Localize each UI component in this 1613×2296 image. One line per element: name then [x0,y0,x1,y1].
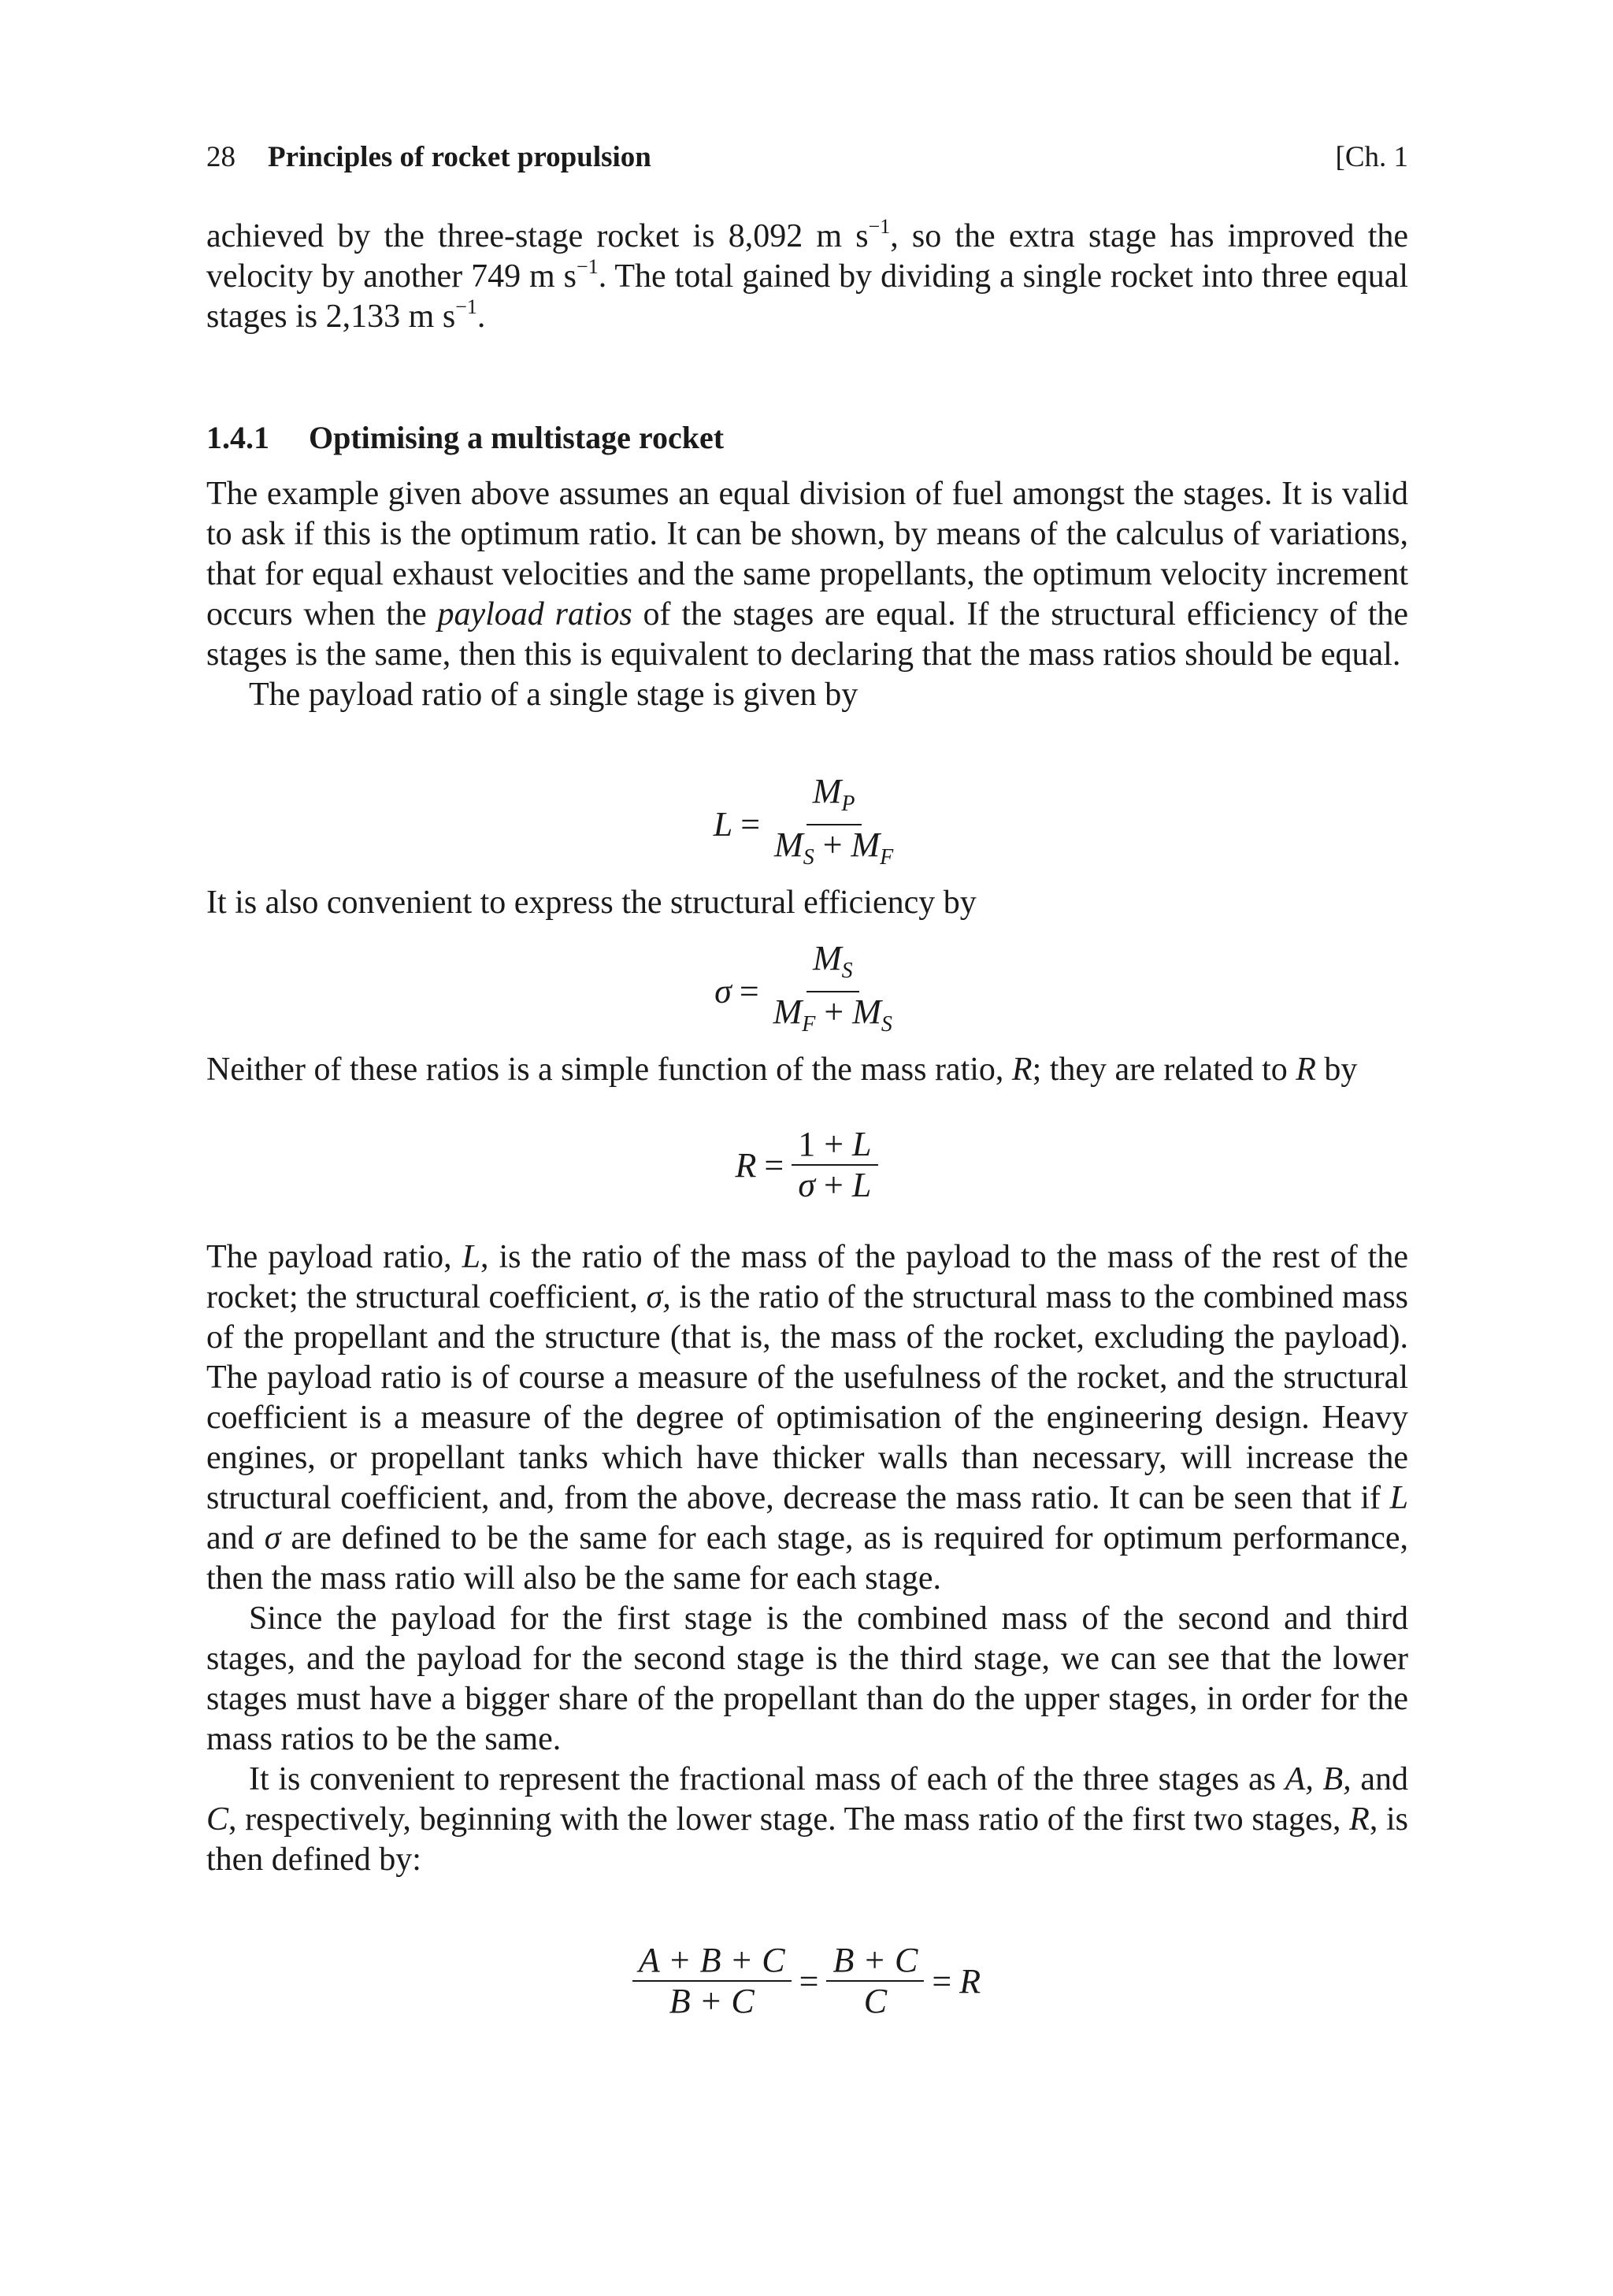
paragraph-intro: The example given above assumes an equal division of fuel amongst the stages. It is valid to ask if this is the optimum ratio. It can be shown, by means of the calculus of variations, that for equal exhaust velocities and the same propellants, the optimum velocity increment occurs when the payload ratios of the stages are equal. If the structural efficiency of the stages is the same, then this is equivalent to declaring that the mass ratios should be equal. The payload ratio of a single stage is given by [206,474,1408,715]
paragraph-body: The payload ratio, L, is the ratio of the mass of the payload to the mass of the rest of the rocket; the structural coefficient, σ, is the ratio of the structural mass to the combined mass of the propellant and the structure (that is, the mass of the rocket, excluding the payload). The payload ratio is of course a measure of the usefulness of the rocket, and the structural coefficient is a measure of the degree of optimisation of the engineering design. Heavy engines, or propellant tanks which have thicker walls than necessary, will increase the structural coefficient, and, from the above, decrease the mass ratio. It can be seen that if L and σ are defined to be the same for each stage, as is required for optimum performance, then the mass ratio will also be the same for each stage. Since the payload for the first stage is the combined mass of the second and third stages, and the payload for the second stage is the third stage, we can see that the lower stages must have a bigger share of the propellant than do the upper stages, in order for the mass ratios to be the same. It is convenient to represent the fractional mass of each of the three stages as A, B, and C, respectively, beginning with the lower stage. The mass ratio of the first two stages, R, is then defined by: [206,1237,1408,1880]
section-number: 1.4.1 [206,420,269,455]
chapter-label: [Ch. 1 [1335,141,1408,173]
equation-structural-efficiency: σ = $\frac{M_S}{M_F + M_S}$ [714,939,892,1037]
section-heading [206,419,724,456]
paragraph-structural: It is also convenient to express the structural efficiency by [206,885,977,921]
section-title: Optimising a multistage rocket [309,420,725,455]
page-number: 28 [206,141,235,173]
running-title: Principles of rocket propulsion [268,141,651,173]
running-head [206,140,1408,180]
paragraph-mass-ratio: Neither of these ratios is a simple function of the mass ratio, R; they are related to R by [206,1052,1358,1088]
paragraph-continuation: achieved by the three-stage rocket is 8,092 m $s^{-1}$, so the extra stage has improved the velocity by another 749 m $s^{-1}$. The total gained by dividing a single rocket into three equal stages is 2,133 m $s^{-1}$. [206,215,1409,335]
paragraph-payload-ratio: The payload ratio of a single stage is given by [249,677,858,713]
paragraph-fractional-mass: It is convenient to represent the fractional mass of each of the three stages as A, B, and C, respectively, beginning with the lower stage. The mass ratio of the first two stages, R, is then defined by: [206,1761,1408,1878]
equation-stage-fractions: $\frac{A + B + C}{B + C}$ = $\frac{B + C}{C}$ = R [0,1941,1613,2021]
equation-payload-ratio: L = $\frac{M_P}{M_S + M_F}$ [713,772,894,870]
paragraph-payload-stages: Since the payload for the first stage is the combined mass of the second and third stages, and the payload for the second stage is the third stage, we can see that the lower stages must have a bigger share of the propellant than do the upper stages, in order for the mass ratios to be the same. [206,1601,1408,1757]
equation-mass-ratio: R = $\frac{1 + L}{\sigma + L}$ [0,1125,1613,1205]
